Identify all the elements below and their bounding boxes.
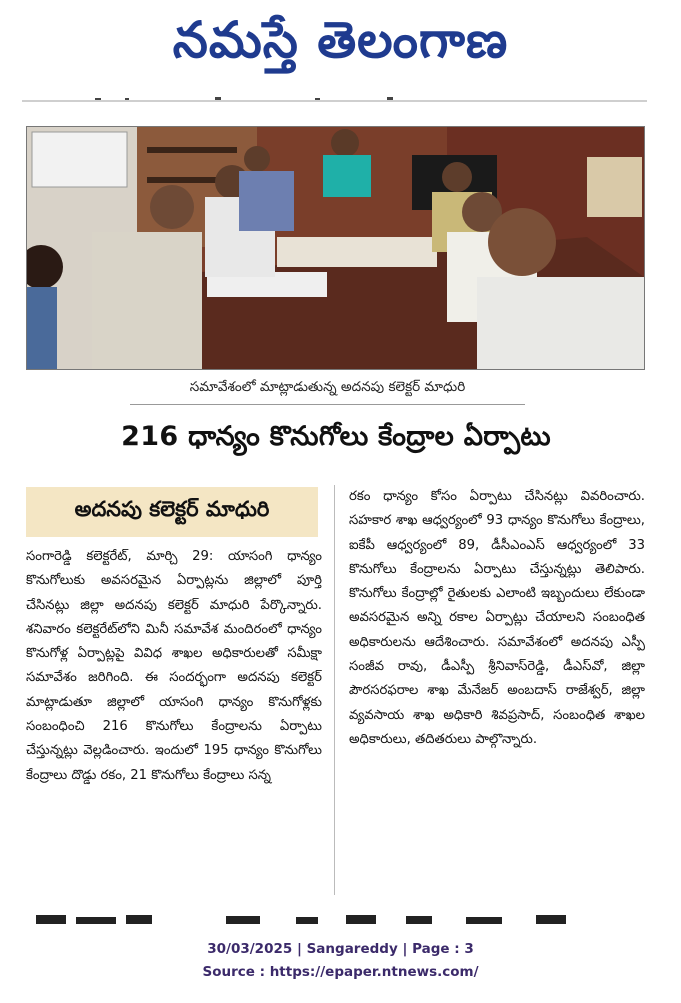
next-article-cropped-strip: [26, 912, 622, 924]
masthead: [0, 0, 681, 92]
meeting-photo-illustration: [27, 127, 644, 369]
newspaper-title: నమస్తే తెలంగాణ: [172, 10, 509, 69]
footer-source-line: Source : https://epaper.ntnews.com/: [202, 964, 479, 980]
article-subheadline: అదనపు కలెక్టర్ మాధురి: [26, 487, 318, 537]
article-headline: 216 ధాన్యం కొనుగోలు కేంద్రాల ఏర్పాటు: [121, 421, 551, 452]
article-body-right-column: రకం ధాన్యం కోసం ఏర్పాటు చేసినట్లు వివరించారు. సహకార శాఖ ఆధ్వర్యంలో 93 ధాన్యం కొనుగోలు కేంద్రాలు, ఐకేపీ ఆధ్వర్యంలో 89, డీసీఎంఎస్ ఆధ్వర్యంలో 33 కొనుగోలు కేంద్రాలను ఏర్పాటు చేస్తున్నట్లు తెలిపారు. కొనుగోలు కేంద్రాల్లో రైతులకు ఎలాంటి ఇబ్బందులు లేకుండా అవసరమైన అన్ని రకాల ఏర్పాట్లు చేయాలని సంబంధిత అధికారులను ఆదేశించారు. సమావేశంలో అదనపు ఎస్పీ సంజీవ రావు, డీఎస్పీ శ్రీనివాస్‌రెడ్డి, డీఎస్‌వో, జిల్లా పౌరసరఫరాల శాఖ మేనేజర్ అంబదాస్ రాజేశ్వర్, జిల్లా వ్యవసాయ శాఖ అధికారి శివప్రసాద్, సంబంధిత శాఖల అధికారులు, తదితరులు పాల్గొన్నారు.: [349, 489, 645, 747]
footer-date-line: 30/03/2025 | Sangareddy | Page : 3: [207, 941, 474, 957]
photo-caption: సమావేశంలో మాట్లాడుతున్న అదనపు కలెక్టర్ మాధురి: [130, 376, 525, 405]
column-divider: [334, 485, 335, 895]
article-body-left-column: సంగారెడ్డి కలెక్టరేట్, మార్చి 29: యాసంగి ధాన్యం కొనుగోలుకు అవసరమైన ఏర్పాట్లను జిల్లాలో పూర్తి చేసినట్లు జిల్లా అదనపు కలెక్టర్ మాధురి పేర్కొన్నారు. శనివారం కలెక్టరేట్‌లోని మినీ సమావేశ మందిరంలో ధాన్యం కొనుగోళ్ల ఏర్పాట్లపై వివిధ శాఖల అధికారులతో సమీక్షా సమావేశం జరిగింది. ఈ సందర్భంగా అదనపు కలెక్టర్ మాట్లాడుతూ జిల్లాలో యాసంగి ధాన్యం కొనుగోళ్లకు సంబంధించి 216 కొనుగోలు కేంద్రాలను ఏర్పాటు చేస్తున్నట్లు వెల్లడించారు. ఇందులో 195 ధాన్యం కొనుగోలు కేంద్రాలు దొడ్డు రకం, 21 కొనుగోలు కేంద్రాలు సన్న: [26, 549, 322, 783]
masthead-rule: [22, 100, 647, 102]
news-photo: [26, 126, 645, 370]
